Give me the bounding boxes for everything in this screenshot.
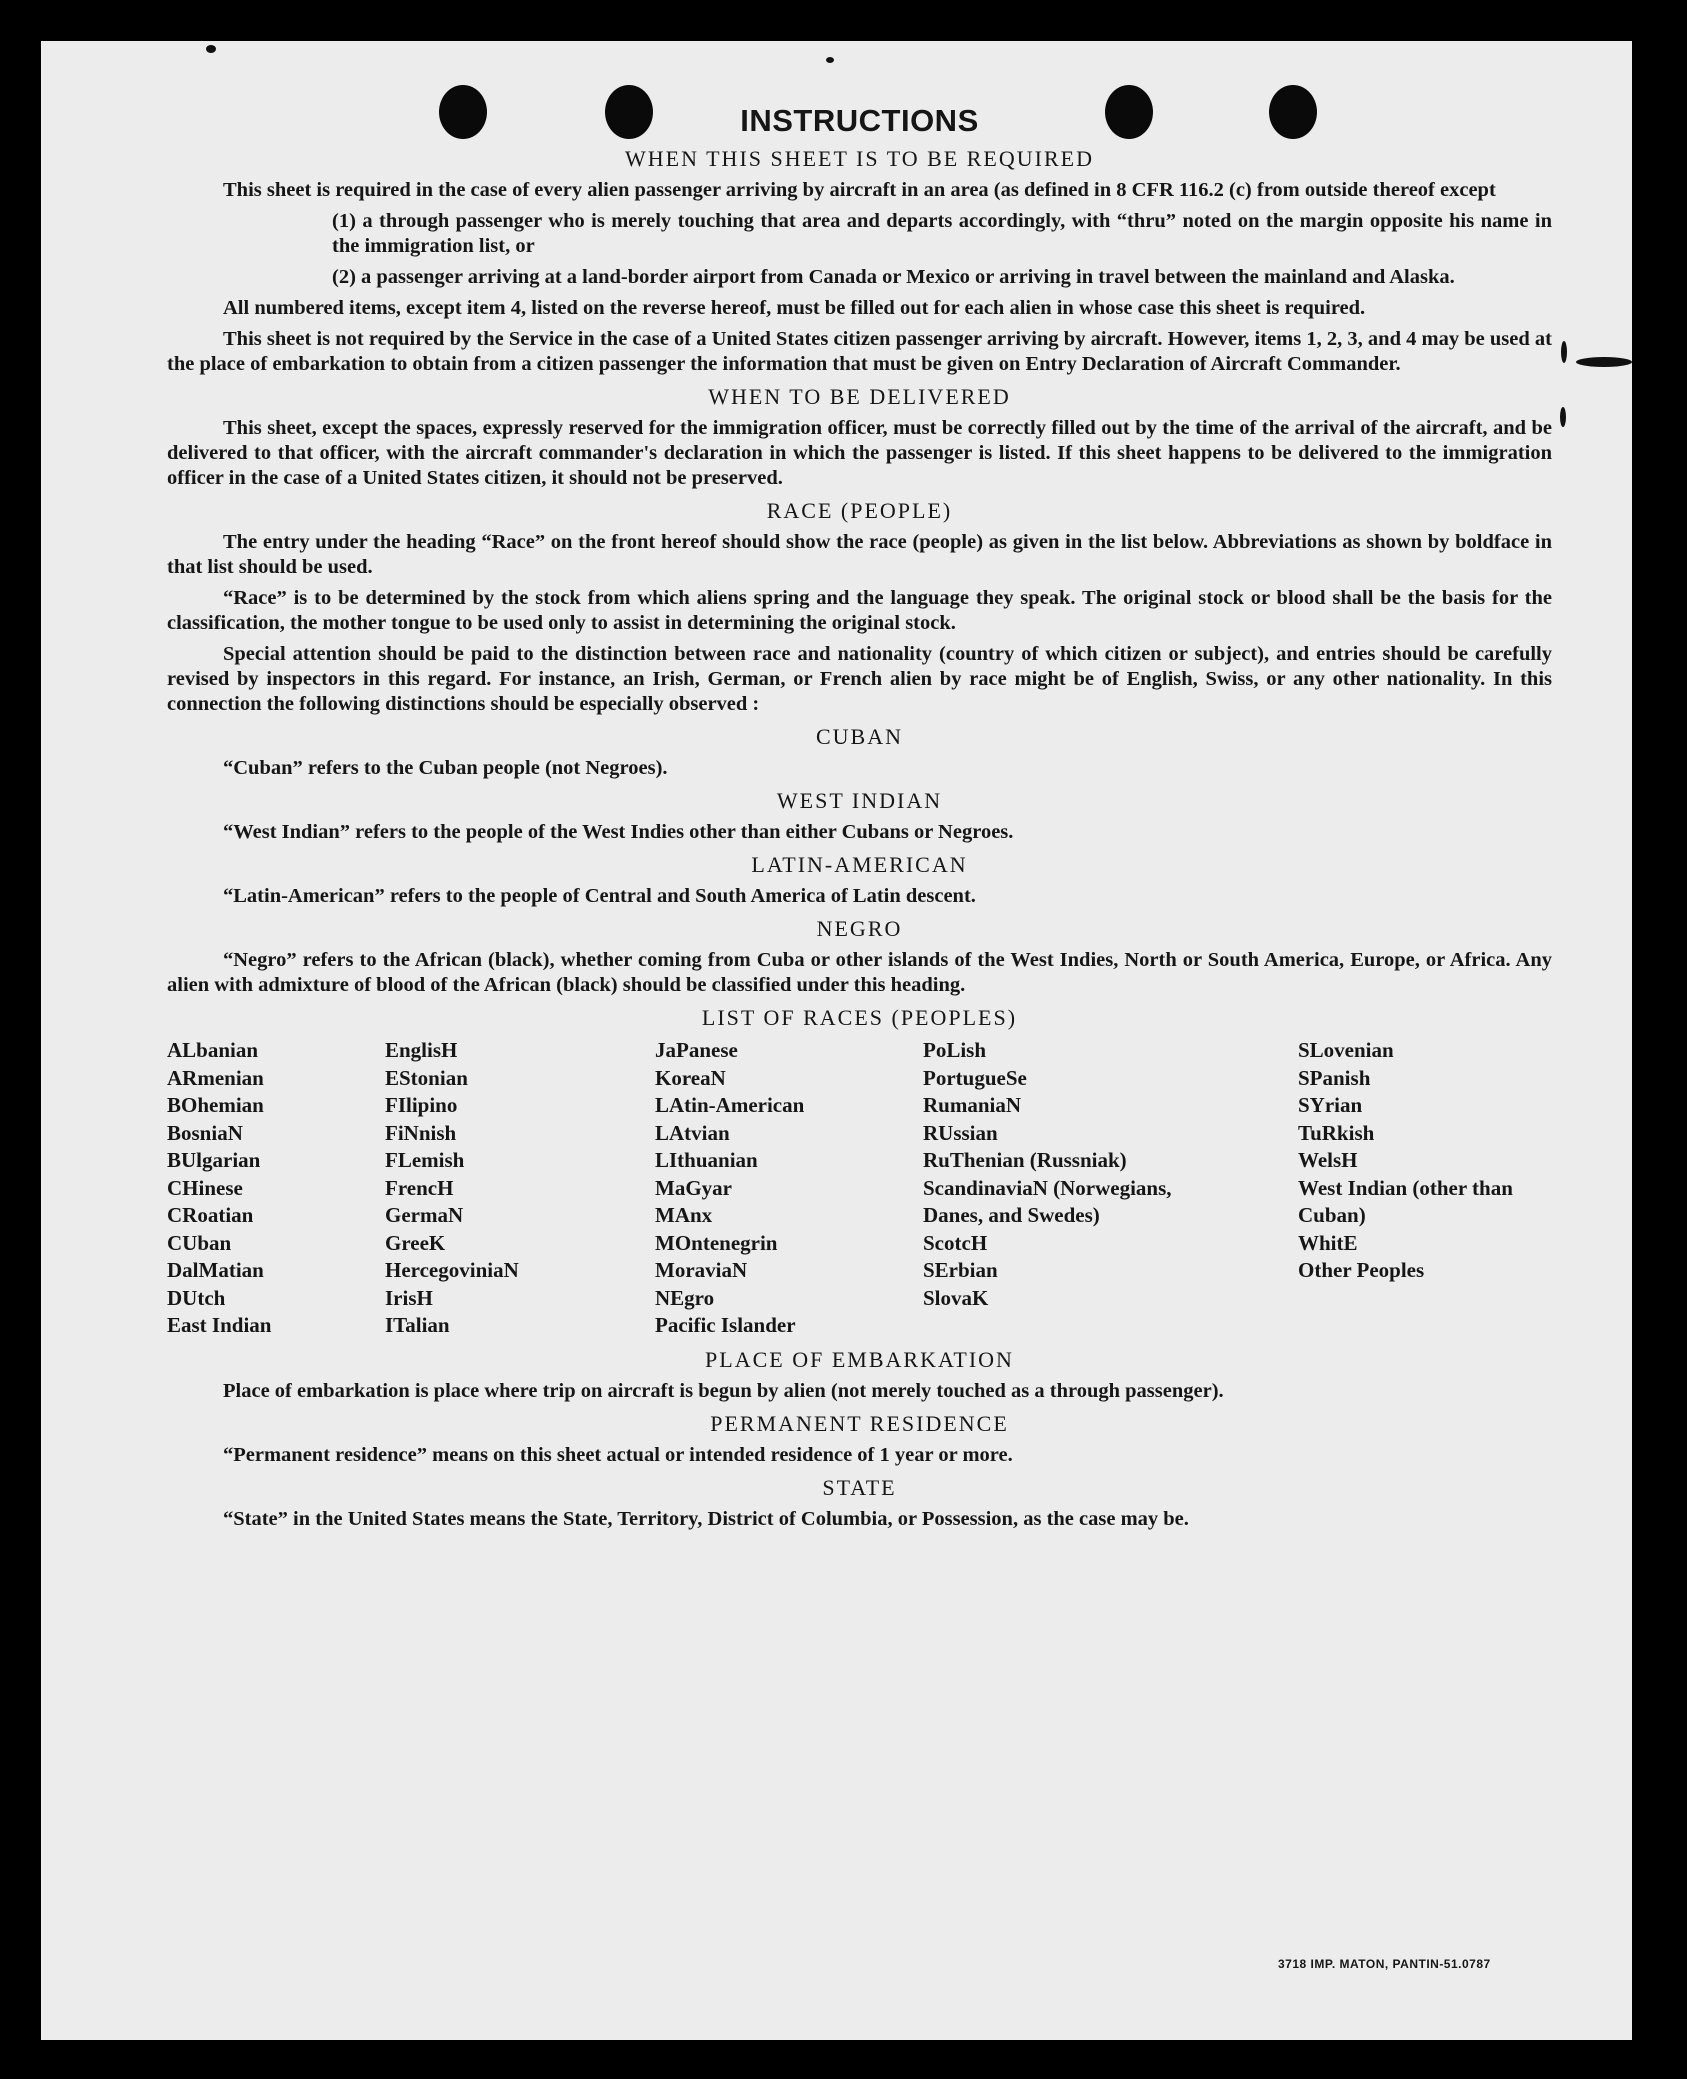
race-item: SLovenian [1298, 1038, 1394, 1062]
paragraph: Place of embarkation is place where trip on aircraft is begun by alien (not merely touched as a through passenger). [223, 1379, 1224, 1402]
paragraph: “Cuban” refers to the Cuban people (not Negroes). [223, 757, 668, 779]
race-item: TuRkish [1298, 1120, 1375, 1145]
race-item: SlovaK [923, 1285, 989, 1310]
scan-speck [1576, 357, 1632, 367]
section-heading: CUBAN [815, 724, 903, 749]
race-item: SYrian [1298, 1093, 1363, 1117]
printer-imprint: 3718 IMP. MATON, PANTIN-51.0787 [1278, 1957, 1491, 1971]
race-item: MaGyar [655, 1175, 732, 1200]
race-item: ITalian [385, 1313, 450, 1337]
paragraph: “Latin-American” refers to the people of Central and South America of Latin descent. [223, 885, 976, 907]
race-item: LIthuanian [655, 1148, 758, 1172]
race-item: WelsH [1298, 1148, 1358, 1172]
race-item: BosniaN [167, 1120, 243, 1145]
race-item: MoraviaN [655, 1258, 748, 1282]
race-item: ARmenian [167, 1065, 264, 1090]
race-item: PoLish [923, 1038, 987, 1062]
race-item: DUtch [167, 1285, 226, 1310]
race-item: IrisH [385, 1285, 433, 1310]
race-item: MOntenegrin [655, 1230, 778, 1255]
section-heading: LIST OF RACES (PEOPLES) [701, 1005, 1018, 1030]
race-item: FIlipino [385, 1093, 458, 1117]
race-item: LAtin-American [655, 1093, 805, 1117]
race-item: BOhemian [167, 1093, 264, 1117]
page-title: INSTRUCTIONS [740, 103, 979, 138]
scan-speck [206, 45, 216, 53]
race-item: HercegoviniaN [385, 1258, 519, 1282]
race-item: Other Peoples [1298, 1258, 1425, 1282]
race-item: EStonian [385, 1065, 468, 1090]
race-item: SErbian [923, 1258, 998, 1282]
paragraph: The entry under the heading “Race” on the front hereof should show the race (people) as given in the list below. Abbreviations as shown by boldface in that list should be used. [167, 531, 1552, 578]
race-item: CHinese [167, 1175, 243, 1200]
scan-speck [1561, 341, 1567, 363]
document-sheet [41, 41, 1632, 2040]
races-column [655, 1037, 923, 1340]
race-item: Pacific Islander [655, 1313, 796, 1337]
races-list [167, 1037, 1552, 1340]
race-item: KoreaN [655, 1065, 726, 1090]
race-item: CRoatian [167, 1203, 254, 1227]
race-item: FiNnish [385, 1120, 457, 1145]
race-item: ALbanian [167, 1038, 259, 1062]
race-item: BUlgarian [167, 1148, 261, 1172]
section-heading: RACE (PEOPLE) [766, 498, 953, 523]
section-heading: PLACE OF EMBARKATION [705, 1346, 1014, 1372]
section-heading: STATE [822, 1474, 897, 1500]
race-item: EnglisH [385, 1038, 458, 1062]
race-item: LAtvian [655, 1120, 730, 1145]
races-column [1298, 1037, 1552, 1340]
paragraph: This sheet, except the spaces, expressly reserved for the immigration officer, must be correctly filled out by the time of the arrival of the aircraft, and be delivered to that officer, with the aircraft commander's declaration in which the passenger is listed. If this sheet happens to be delivered to the immigration officer in the case of a United States citizen, it should not be preserved. [167, 417, 1552, 489]
race-item: RUssian [923, 1120, 998, 1145]
section-heading: WEST INDIAN [776, 788, 943, 813]
races-column [923, 1037, 1298, 1340]
paragraph: All numbered items, except item 4, listed on the reverse hereof, must be filled out for each alien in whose case this sheet is required. [223, 297, 1366, 319]
section-heading: WHEN TO BE DELIVERED [708, 384, 1011, 409]
paragraph: (2) a passenger arriving at a land-border airport from Canada or Mexico or arriving in travel between the mainland and Alaska. [332, 266, 1455, 288]
paragraph: This sheet is not required by the Service in the case of a United States citizen passenger arriving by aircraft. However, items 1, 2, 3, and 4 may be used at the place of embarkation to obtain from a citizen passenger the information that must be given on Entry Declaration of Aircraft Commander. [167, 328, 1552, 375]
paragraph: (1) a through passenger who is merely touching that area and departs accordingly, with “thru” noted on the margin opposite his name in the immigration list, or [332, 210, 1552, 257]
instructions-content [167, 103, 1552, 1538]
paragraph: Special attention should be paid to the distinction between race and nationality (country of which citizen or subject), and entries should be carefully revised by inspectors in this regard. For instance, an Irish, German, or French alien by race might be of English, Swiss, or any other nationality. In this connection the following distinctions should be especially observed : [167, 643, 1552, 715]
race-item: GermaN [385, 1203, 464, 1227]
race-item: ScandinaviaN (Norwegians, Danes, and Swedes) [923, 1175, 1172, 1227]
race-item: PortugueSe [923, 1065, 1027, 1090]
paragraph: “State” in the United States means the State, Territory, District of Columbia, or Possession, as the case may be. [223, 1507, 1189, 1530]
race-item: ScotcH [923, 1230, 988, 1255]
race-item: WhitE [1298, 1230, 1358, 1255]
races-column [167, 1037, 385, 1340]
race-item: GreeK [385, 1230, 446, 1255]
race-item: East Indian [167, 1313, 272, 1337]
race-item: FrencH [385, 1175, 454, 1200]
race-item: MAnx [655, 1203, 713, 1227]
paragraph: “West Indian” refers to the people of the West Indies other than either Cubans or Negroes. [223, 821, 1014, 843]
race-item: SPanish [1298, 1065, 1371, 1090]
race-item: RuThenian (Russniak) [923, 1148, 1127, 1172]
section-heading: LATIN-AMERICAN [751, 852, 968, 877]
race-item: RumaniaN [923, 1093, 1022, 1117]
paragraph: “Permanent residence” means on this sheet actual or intended residence of 1 year or more. [223, 1443, 1013, 1466]
paragraph: “Negro” refers to the African (black), whether coming from Cuba or other islands of the West Indies, North or South America, Europe, or Africa. Any alien with admixture of blood of the African (black) should be classified under this heading. [167, 949, 1552, 996]
scan-speck [826, 57, 834, 63]
race-item: DalMatian [167, 1258, 264, 1282]
races-column [385, 1037, 655, 1340]
scan-speck [1560, 407, 1566, 427]
race-item: CUban [167, 1230, 232, 1255]
section-heading: PERMANENT RESIDENCE [710, 1410, 1009, 1436]
section-heading: WHEN THIS SHEET IS TO BE REQUIRED [625, 146, 1094, 171]
race-item: FLemish [385, 1148, 465, 1172]
section-heading: NEGRO [816, 916, 903, 941]
race-item: NEgro [655, 1285, 715, 1310]
race-item: JaPanese [655, 1038, 738, 1062]
race-item: West Indian (other than Cuban) [1298, 1175, 1513, 1227]
paragraph: This sheet is required in the case of every alien passenger arriving by aircraft in an area (as defined in 8 CFR 116.2 (c) from outside thereof except [223, 179, 1496, 201]
paragraph: “Race” is to be determined by the stock from which aliens spring and the language they speak. The original stock or blood shall be the basis for the classification, the mother tongue to be used only to assist in determining the original stock. [167, 587, 1552, 634]
